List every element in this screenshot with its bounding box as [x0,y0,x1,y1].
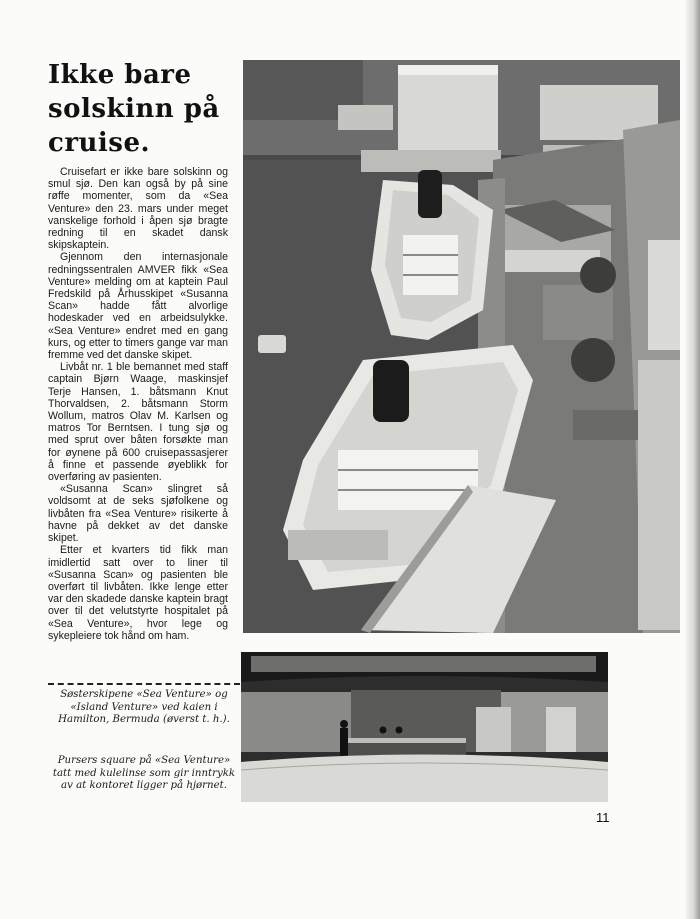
caption-divider [48,683,240,685]
article-headline: Ikke bare solskinn på cruise. [48,60,220,158]
cruise-ships-illustration [243,60,680,633]
pursers-square-photo [241,652,608,802]
article-paragraph-4: «Susanna Scan» slingret så voldsomt at de seks sjøfolkene og livbåten fra «Sea Venture» risikerte å havne på dekket av det danske skipet. [48,483,228,545]
ships-photo-caption: Søsterskipene «Sea Venture» og «Island Venture» ved kaien i Hamilton, Bermuda (øverst t. h.). [58,689,230,725]
lobby-photo-caption: Pursers square på «Sea Venture» tatt med kulelinse som gir inntrykk av at kontoret ligger på hjørnet. [52,755,236,791]
article-paragraph-5: Etter et kvarters tid fikk man imidlertid satt over to liner til «Susanna Scan» og pasienten ble overført til livbåten. Ikke lenge etter var den skadede danske kaptein bragt over til det velutstyrte hospitalet på «Sea Venture», hvor lege og sykepleiere tok hånd om ham. [48,544,228,642]
page-number: 11 [596,810,610,825]
article-paragraph-3: Livbåt nr. 1 ble bemannet med staff captain Bjørn Waage, maskinsjef Terje Hansen, 1. båtsmann Knut Thorvaldsen, 2. båtsmann Storm Wollum, matros Olav M. Karlsen og matros Tor Berntsen. I tung sjø og med sprut over båten forsøkte man for øynene på 600 cruisepassasjerer å finne et passende øyeblikk for overføring av pasienten. [48,361,228,484]
pursers-square-illustration [241,652,608,802]
article-body [48,166,228,642]
cruise-ships-aerial-photo [243,60,680,633]
article-paragraph-2: Gjennom den internasjonale redningssentralen AMVER fikk «Sea Venture» melding om at kaptein Paul Fredskild på Århusskipet «Susanna Scan» hadde fått alvorlige hodeskader ved en arbeidsulykke. «Sea Venture» endret med en gang kurs, og etter to timers gange var man fremme ved det danske skipet. [48,251,228,362]
page-edge-shadow [686,0,700,919]
article-paragraph-1: Cruisefart er ikke bare solskinn og smul sjø. Den kan også by på sine røffe momenter, som da «Sea Venture» den 23. mars under meget vanskelige forhold i åpen sjø bragte redning til en skadet dansk skipskaptein. [48,166,228,252]
